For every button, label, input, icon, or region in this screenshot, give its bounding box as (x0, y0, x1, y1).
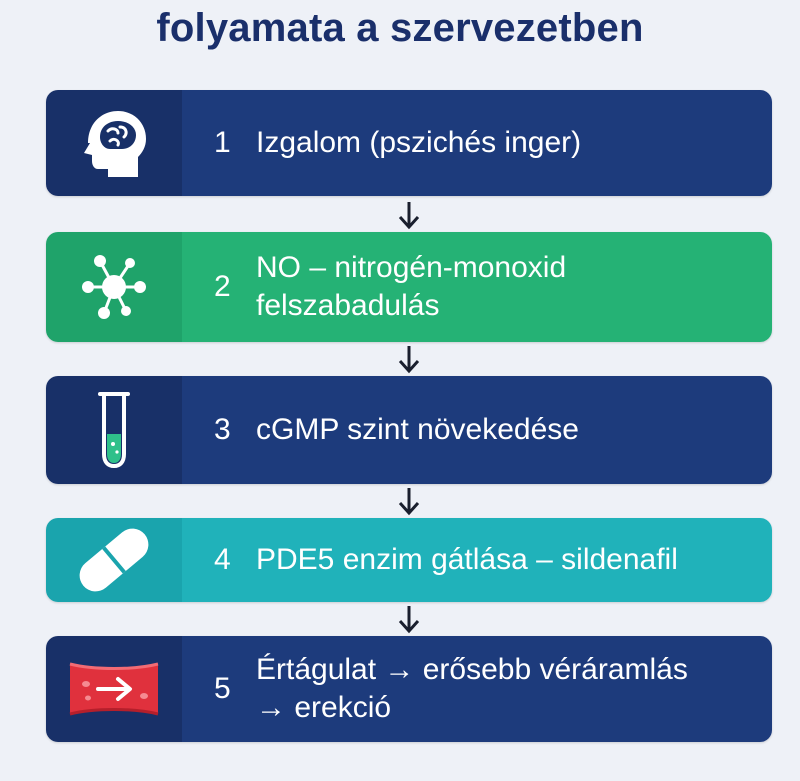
step-4-number: 4 (214, 543, 231, 576)
step-1-number: 1 (214, 126, 231, 159)
arrow-down-icon (397, 344, 421, 374)
step-5-label-line-2: → erekció (256, 691, 392, 724)
step-1-label: Izgalom (pszichés inger) (256, 126, 582, 159)
step-3-label: cGMP szint növekedése (256, 413, 579, 446)
step-5-number: 5 (214, 672, 231, 705)
step-4 (46, 518, 772, 602)
step-1-icon-cell (46, 90, 182, 196)
step-2-label-line-1: NO – nitrogén-monoxid (256, 251, 567, 284)
step-3-text (182, 376, 772, 484)
arrow-down-icon (397, 486, 421, 516)
step-4-text (182, 518, 772, 602)
step-4-icon-cell (46, 518, 182, 602)
arrow-down-icon (397, 200, 421, 230)
step-3 (46, 376, 772, 484)
arrow-down-icon (397, 604, 421, 634)
step-5 (46, 636, 772, 742)
step-2-label-line-2: felszabadulás (256, 289, 440, 322)
page-title: folyamata a szervezetben (156, 6, 644, 50)
brain-head-icon (74, 103, 154, 183)
step-2-text (182, 232, 772, 342)
blood-vessel-icon (64, 654, 164, 724)
pill-capsule-icon (66, 520, 162, 600)
step-2-label (256, 249, 566, 325)
step-2-number: 2 (214, 270, 231, 303)
step-5-label (256, 651, 688, 727)
step-3-number: 3 (214, 413, 231, 446)
step-4-label: PDE5 enzim gátlása – sildenafil (256, 543, 678, 576)
step-1-text (182, 90, 772, 196)
molecule-icon (74, 247, 154, 327)
step-1 (46, 90, 772, 196)
step-5-label-line-1: Értágulat → erősebb véráramlás (256, 653, 688, 686)
step-2 (46, 232, 772, 342)
test-tube-icon (94, 388, 134, 472)
step-5-icon-cell (46, 636, 182, 742)
step-2-icon-cell (46, 232, 182, 342)
step-3-icon-cell (46, 376, 182, 484)
step-5-text (182, 636, 772, 742)
